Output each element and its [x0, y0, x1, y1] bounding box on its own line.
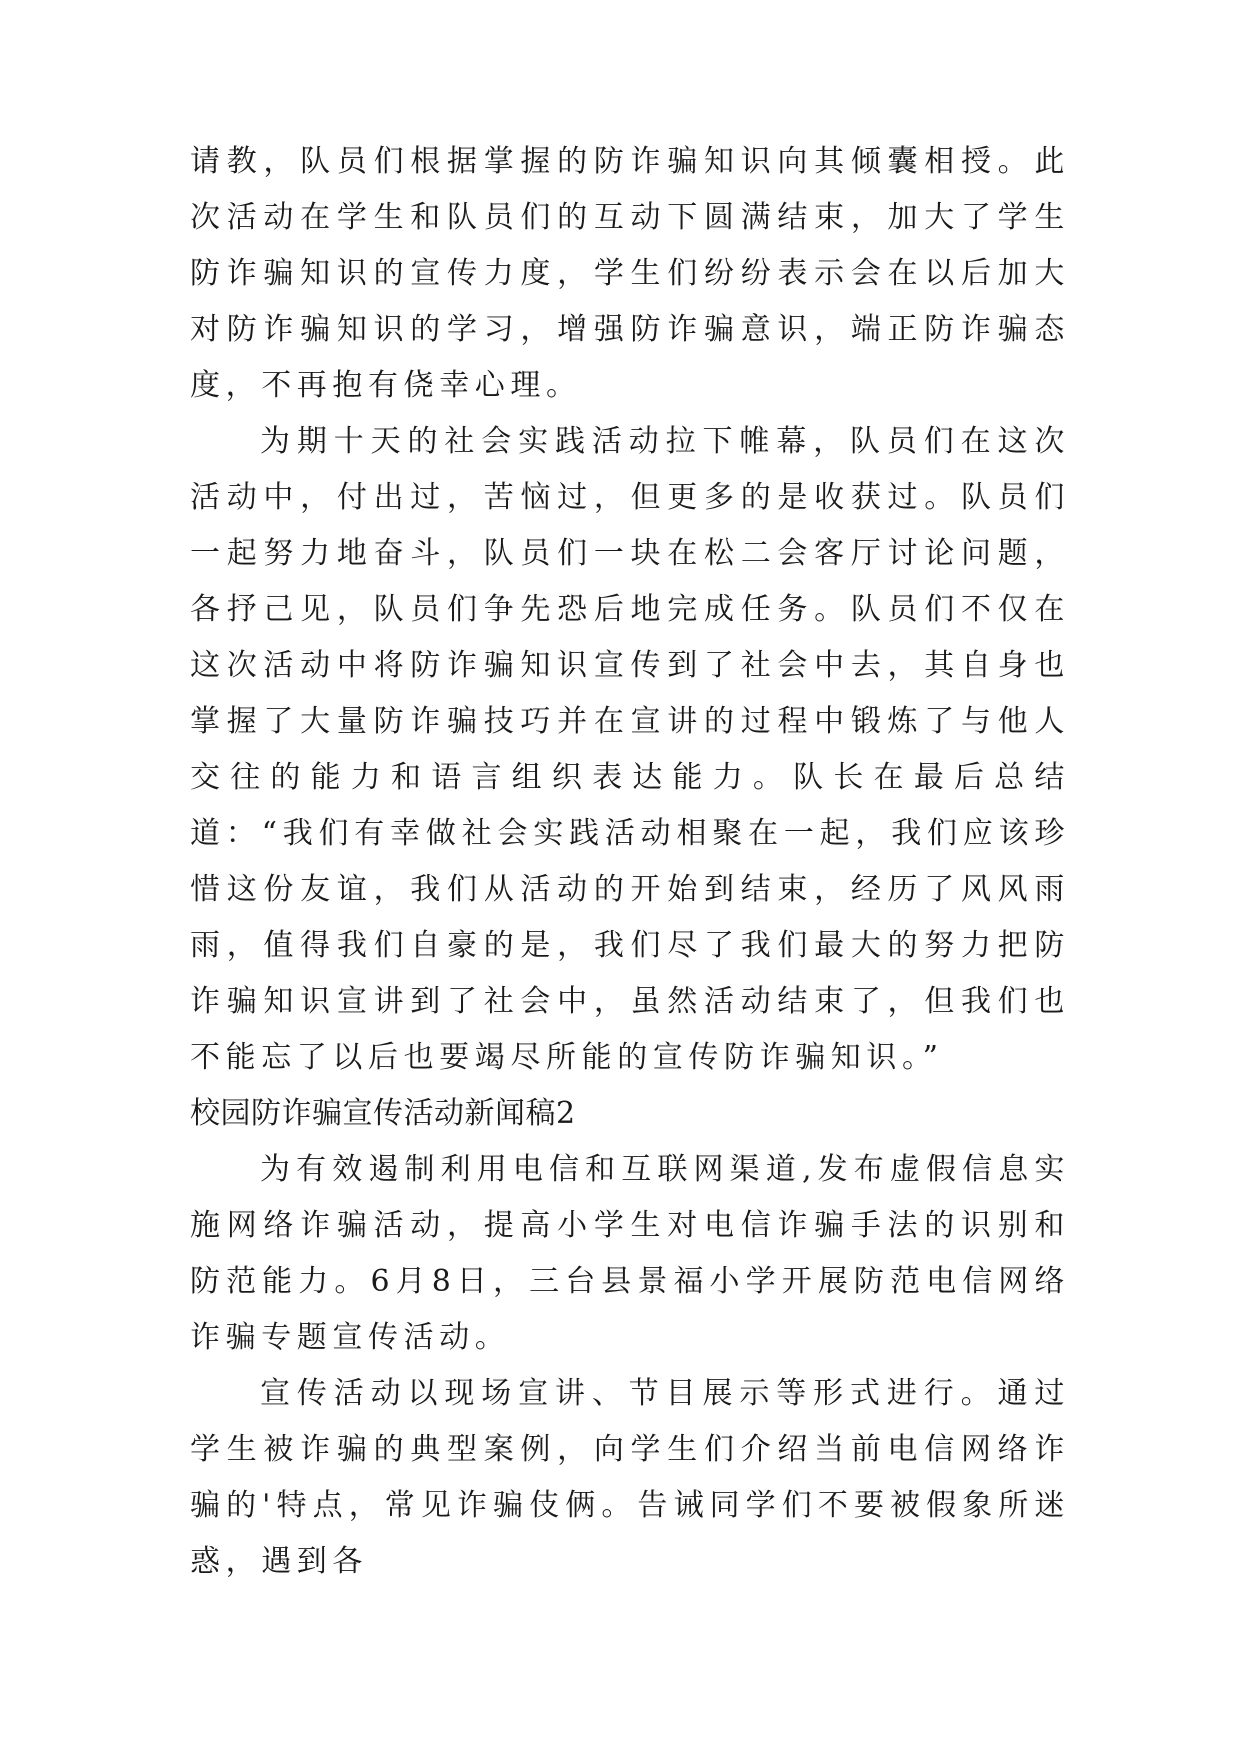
- paragraph-activity-summary: 为期十天的社会实践活动拉下帷幕，队员们在这次活动中，付出过，苦恼过，但更多的是收获过。队员们一起努力地奋斗，队员们一块在松二会客厅讨论问题，各抒己见，队员们争先恐后地完成任务。队员们不仅在这次活动中将防诈骗知识宣传到了社会中去，其自身也掌握了大量防诈骗技巧并在宣讲的过程中锻炼了与他人交往的能力和语言组织表达能力。队长在最后总结道：“我们有幸做社会实践活动相聚在一起，我们应该珍惜这份友谊，我们从活动的开始到结束，经历了风风雨雨，值得我们自豪的是，我们尽了我们最大的努力把防诈骗知识宣讲到了社会中，虽然活动结束了，但我们也不能忘了以后也要竭尽所能的宣传防诈骗知识。”: [190, 424, 1070, 1075]
- section-heading: 校园防诈骗宣传活动新闻稿2: [190, 1096, 576, 1131]
- paragraph-campaign-details: 宣传活动以现场宣讲、节目展示等形式进行。通过学生被诈骗的典型案例，向学生们介绍当前电信网络诈骗的'特点，常见诈骗伎俩。告诫同学们不要被假象所迷惑，遇到各: [190, 1376, 1070, 1579]
- document-body: [190, 134, 1070, 1590]
- paragraph-continued: 请教，队员们根据掌握的防诈骗知识向其倾囊相授。此次活动在学生和队员们的互动下圆满结束，加大了学生防诈骗知识的宣传力度，学生们纷纷表示会在以后加大对防诈骗知识的学习，增强防诈骗意识，端正防诈骗态度，不再抱有侥幸心理。: [190, 144, 1070, 403]
- paragraph-campaign-intro: 为有效遏制利用电信和互联网渠道,发布虚假信息实施网络诈骗活动，提高小学生对电信诈骗手法的识别和防范能力。6月8日，三台县景福小学开展防范电信网络诈骗专题宣传活动。: [190, 1152, 1070, 1355]
